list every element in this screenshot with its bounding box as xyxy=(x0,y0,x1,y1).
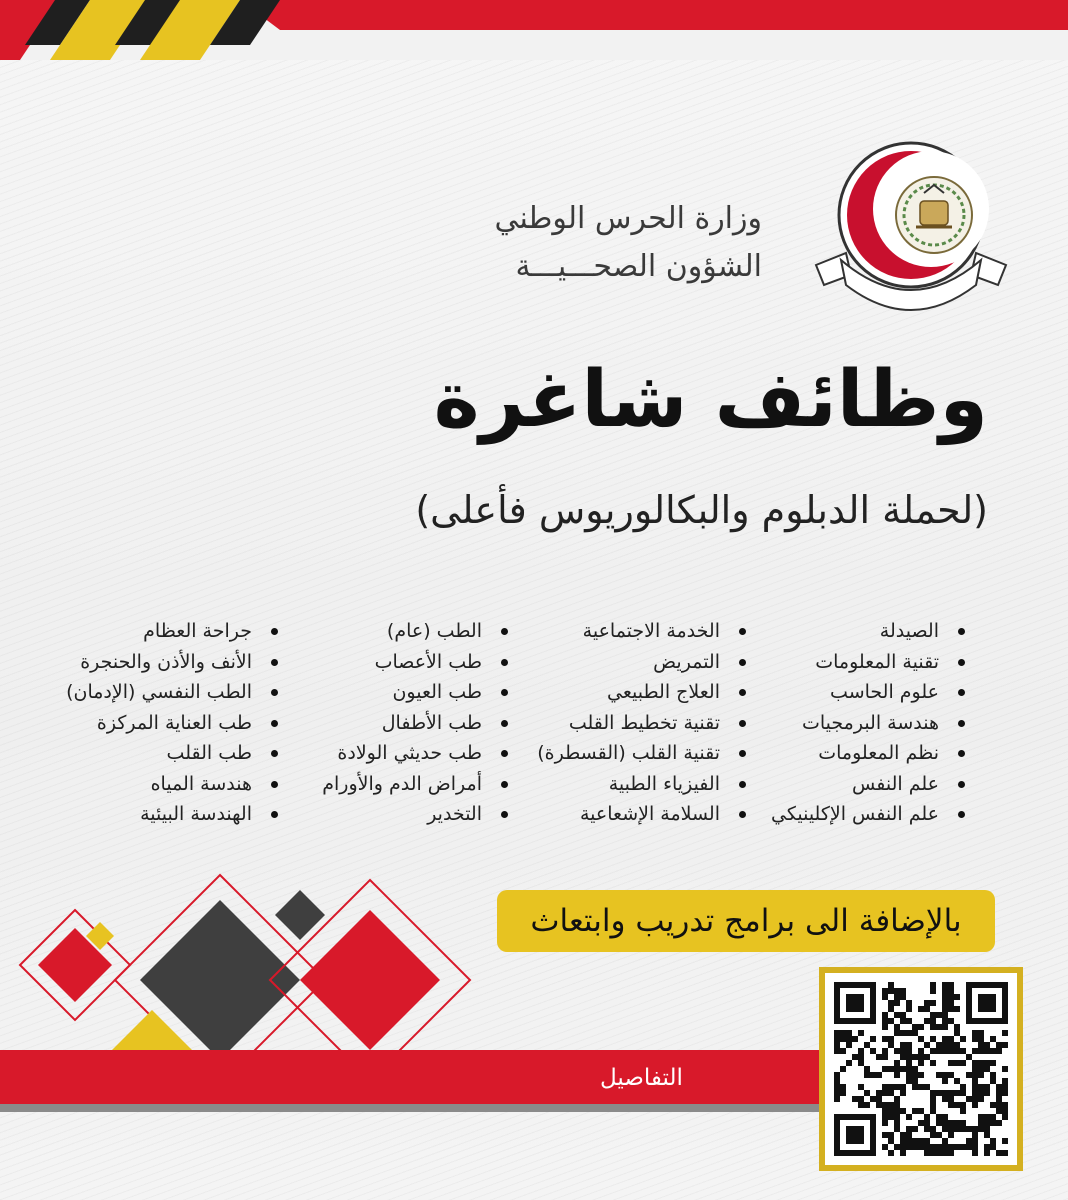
jobs-column-3 xyxy=(322,616,508,830)
list-item: علم النفس xyxy=(771,769,965,800)
emblem-logo xyxy=(806,135,1016,325)
org-name: وزارة الحرس الوطني xyxy=(494,201,762,236)
list-item: العلاج الطبيعي xyxy=(537,677,746,708)
list-item: طب العناية المركزة xyxy=(66,708,278,739)
qr-code[interactable] xyxy=(819,967,1023,1171)
list-item: الطب (عام) xyxy=(322,616,508,647)
list-item: علم النفس الإكلينيكي xyxy=(771,799,965,830)
list-item: هندسة المياه xyxy=(66,769,278,800)
list-item: الخدمة الاجتماعية xyxy=(537,616,746,647)
list-item: أمراض الدم والأورام xyxy=(322,769,508,800)
list-item: جراحة العظام xyxy=(66,616,278,647)
list-item: طب العيون xyxy=(322,677,508,708)
list-item: التخدير xyxy=(322,799,508,830)
list-item: طب حديثي الولادة xyxy=(322,738,508,769)
list-item: الأنف والأذن والحنجرة xyxy=(66,647,278,678)
list-item: نظم المعلومات xyxy=(771,738,965,769)
diamond-decoration xyxy=(0,850,480,1070)
training-banner: بالإضافة الى برامج تدريب وابتعاث xyxy=(497,890,995,952)
list-item: طب الأطفال xyxy=(322,708,508,739)
list-item: هندسة البرمجيات xyxy=(771,708,965,739)
list-item: الهندسة البيئية xyxy=(66,799,278,830)
jobs-column-2 xyxy=(537,616,746,830)
list-item: طب القلب xyxy=(66,738,278,769)
qr-code-graphic xyxy=(834,982,1008,1156)
list-item: الطب النفسي (الإدمان) xyxy=(66,677,278,708)
jobs-column-1 xyxy=(771,616,965,830)
list-item: التمريض xyxy=(537,647,746,678)
list-item: تقنية القلب (القسطرة) xyxy=(537,738,746,769)
list-item: الفيزياء الطبية xyxy=(537,769,746,800)
list-item: تقنية تخطيط القلب xyxy=(537,708,746,739)
list-item: علوم الحاسب xyxy=(771,677,965,708)
details-label: التفاصيل xyxy=(600,1064,683,1091)
list-item: الصيدلة xyxy=(771,616,965,647)
subheadline: (لحملة الدبلوم والبكالوريوس فأعلى) xyxy=(415,488,988,532)
headline: وظائف شاغرة xyxy=(433,355,988,445)
footer-gray-strip xyxy=(0,1104,820,1112)
org-department: الشؤون الصحـــيـــة xyxy=(515,249,762,284)
list-item: تقنية المعلومات xyxy=(771,647,965,678)
top-stripe-decoration xyxy=(0,0,1068,60)
list-item: طب الأعصاب xyxy=(322,647,508,678)
list-item: السلامة الإشعاعية xyxy=(537,799,746,830)
jobs-column-4 xyxy=(66,616,278,830)
